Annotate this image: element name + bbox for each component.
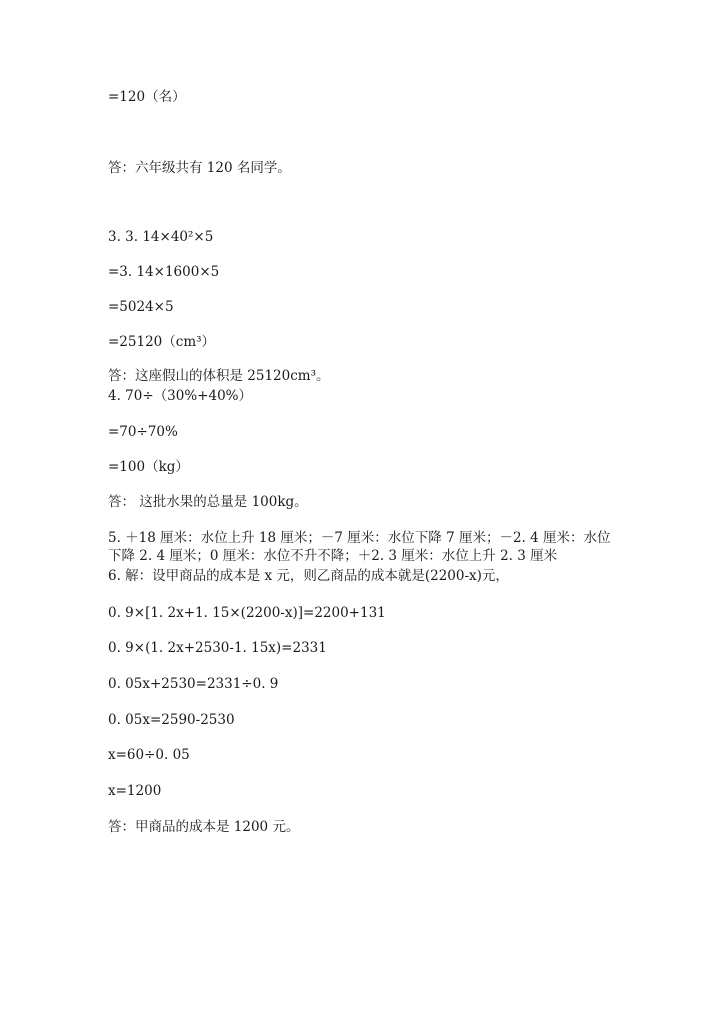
step-result-120: =120（名） bbox=[108, 89, 186, 105]
problem-6-step-4: x=60÷0. 05 bbox=[108, 747, 190, 763]
problem-4-step-1: =70÷70% bbox=[108, 424, 178, 440]
problem-4-expression: 4. 70÷（30%+40%） bbox=[108, 388, 252, 404]
problem-3-step-2: =5024×5 bbox=[108, 299, 174, 315]
answer-grade-six: 答：六年级共有 120 名同学。 bbox=[108, 160, 291, 176]
problem-6-step-3: 0. 05x=2590-2530 bbox=[108, 712, 235, 728]
problem-6-setup: 6. 解：设甲商品的成本是 x 元，则乙商品的成本就是(2200-x)元， bbox=[108, 568, 509, 584]
problem-3-step-3: =25120（cm³） bbox=[108, 334, 216, 350]
problem-3-answer: 答：这座假山的体积是 25120cm³。 bbox=[108, 368, 330, 384]
problem-6-answer: 答：甲商品的成本是 1200 元。 bbox=[108, 819, 300, 835]
problem-6-step-2: 0. 05x+2530=2331÷0. 9 bbox=[108, 676, 279, 692]
problem-4-answer: 答： 这批水果的总量是 100kg。 bbox=[108, 494, 308, 510]
problem-5-answer: 5. ＋18 厘米：水位上升 18 厘米；－7 厘米：水位下降 7 厘米；－2. 4 厘米：水位下降 2. 4 厘米；0 厘米：水位不升不降；＋2. 3 厘米：水位上升 2. 3 厘米 bbox=[108, 530, 611, 564]
problem-3-step-1: =3. 14×1600×5 bbox=[108, 264, 220, 280]
problem-3-expression: 3. 3. 14×40²×5 bbox=[108, 229, 214, 245]
problem-4-step-2: =100（kg） bbox=[108, 459, 189, 475]
problem-6-equation: 0. 9×[1. 2x+1. 15×(2200-x)]=2200+131 bbox=[108, 605, 386, 621]
problem-6-step-5: x=1200 bbox=[108, 783, 162, 799]
problem-6-step-1: 0. 9×(1. 2x+2530-1. 15x)=2331 bbox=[108, 640, 327, 656]
